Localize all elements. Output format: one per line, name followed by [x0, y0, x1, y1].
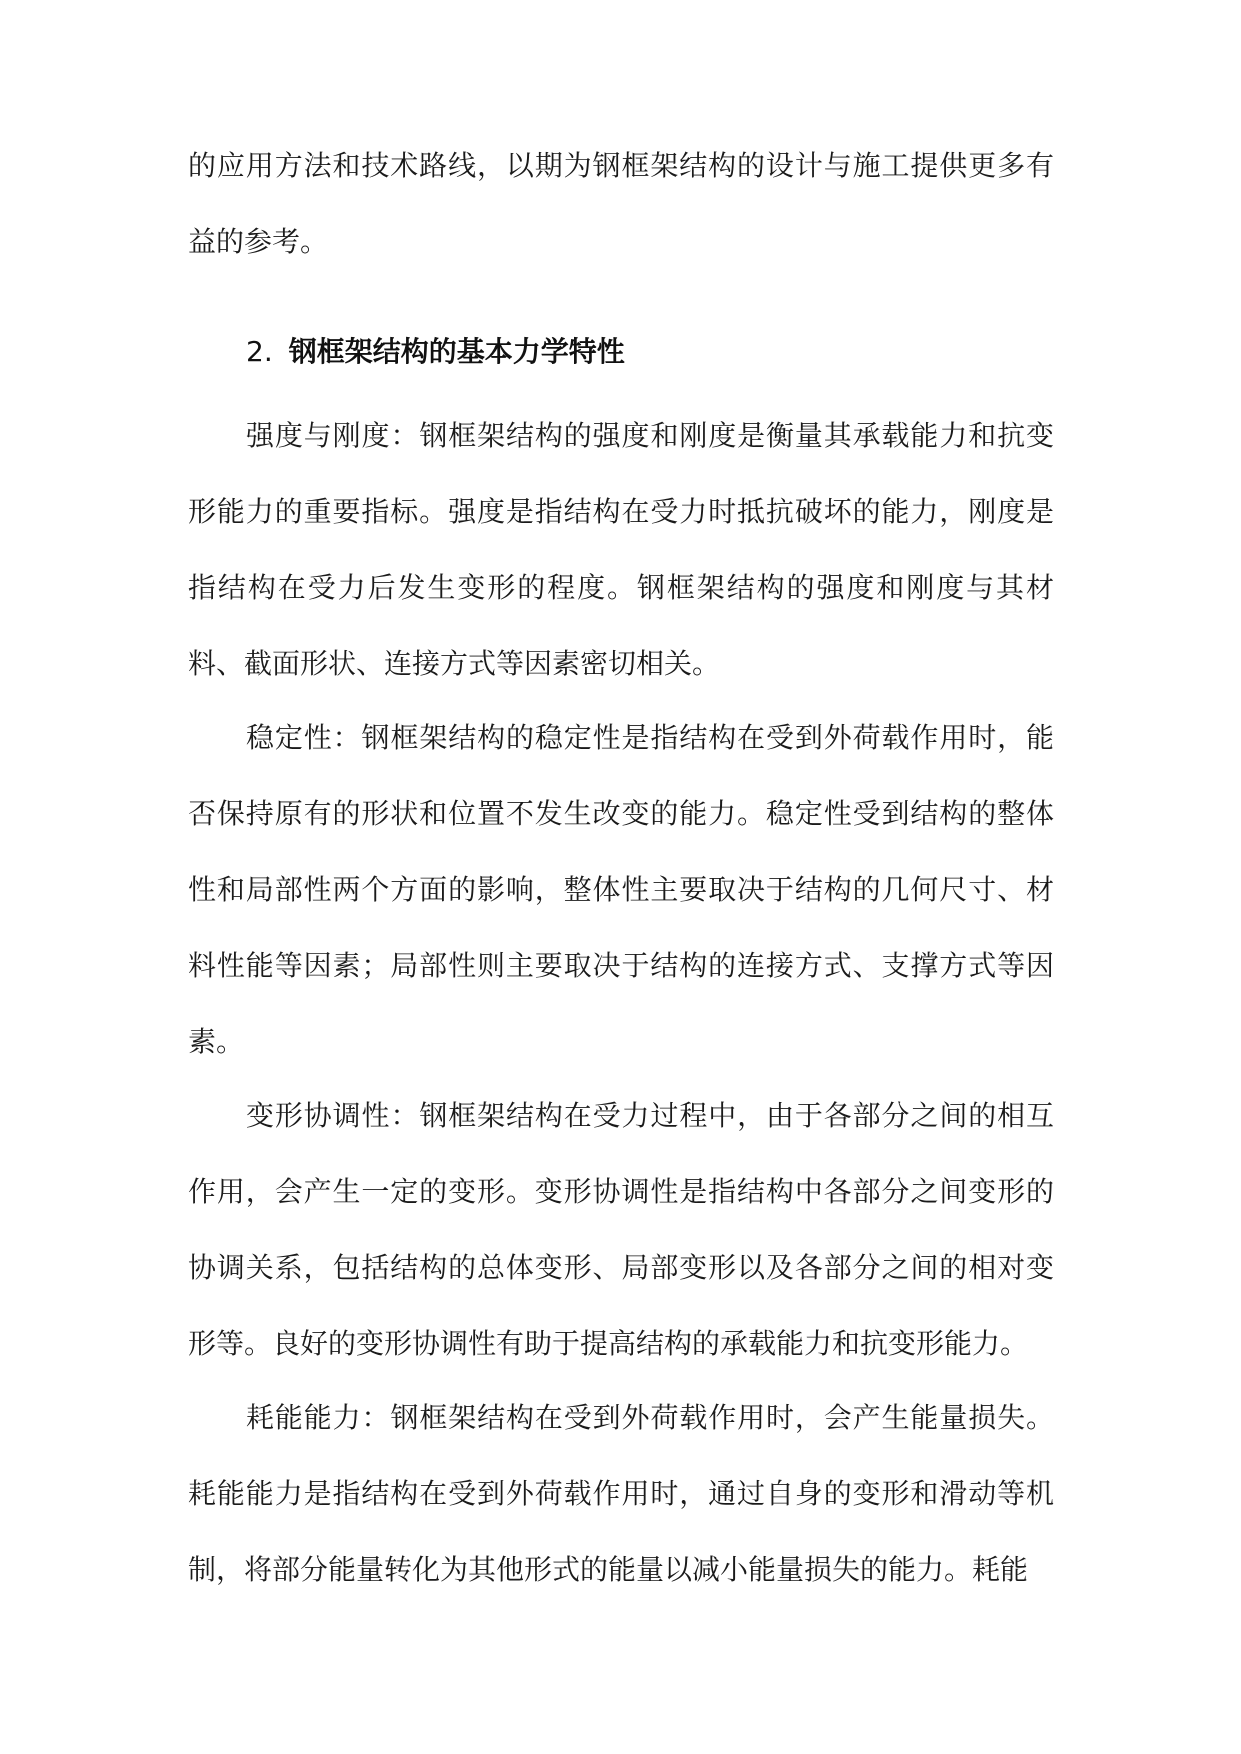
section-title: 钢框架结构的基本力学特性 [288, 335, 625, 368]
paragraph-energy-dissipation: 耗能能力：钢框架结构在受到外荷载作用时，会产生能量损失。耗能能力是指结构在受到外荷载作用时，通过自身的变形和滑动等机制，将部分能量转化为其他形式的能量以减小能量损失的能力。耗能 [188, 1401, 1054, 1586]
paragraph-stability: 稳定性：钢框架结构的稳定性是指结构在受到外荷载作用时，能否保持原有的形状和位置不发生改变的能力。稳定性受到结构的整体性和局部性两个方面的影响，整体性主要取决于结构的几何尺寸、材料性能等因素；局部性则主要取决于结构的连接方式、支撑方式等因素。 [188, 721, 1054, 1058]
intro-paragraph-tail: 的应用方法和技术路线，以期为钢框架结构的设计与施工提供更多有益的参考。 [188, 149, 1054, 258]
paragraph-strength-stiffness: 强度与刚度：钢框架结构的强度和刚度是衡量其承载能力和抗变形能力的重要指标。强度是指结构在受力时抵抗破坏的能力，刚度是指结构在受力后发生变形的程度。钢框架结构的强度和刚度与其材料、截面形状、连接方式等因素密切相关。 [188, 419, 1054, 680]
paragraph-deformation-coordination: 变形协调性：钢框架结构在受力过程中，由于各部分之间的相互作用，会产生一定的变形。变形协调性是指结构中各部分之间变形的协调关系，包括结构的总体变形、局部变形以及各部分之间的相对变形等。良好的变形协调性有助于提高结构的承载能力和抗变形能力。 [188, 1099, 1054, 1360]
section-heading [246, 322, 625, 382]
section-number: 2. [246, 335, 273, 368]
